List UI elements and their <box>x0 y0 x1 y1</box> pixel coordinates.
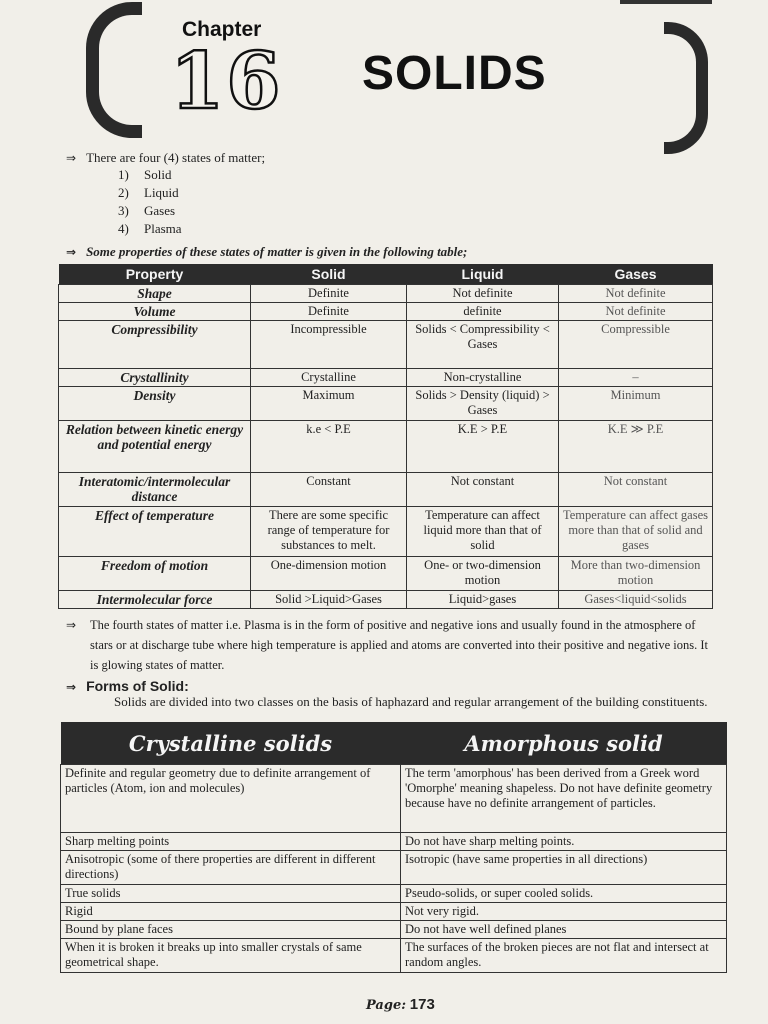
chapter-number: 16 <box>170 36 283 127</box>
column-header: Solid <box>251 264 407 285</box>
properties-table <box>58 264 713 609</box>
intro-line <box>66 150 265 166</box>
states-list <box>118 166 182 238</box>
table-row: Relation between kinetic energy and potential energy k.e < P.E K.E > P.E K.E ≫ P.E <box>59 421 713 473</box>
list-item: 3) Gases <box>118 203 176 218</box>
arrow-icon: ⇒ <box>66 245 77 259</box>
column-header: Crystalline solids <box>61 722 401 765</box>
list-item: 2) Liquid <box>118 185 179 200</box>
plasma-text: The fourth states of matter i.e. Plasma is in the form of positive and negative ions and usually found in the atmosphere of stars or at discharge tube where high temperature is applied and atoms are converted into their positive and negative ions. It is glowing states of matter. <box>90 618 708 672</box>
table-header-row <box>59 264 713 285</box>
right-bracket-decoration <box>664 22 708 154</box>
table-row: Interatomic/intermolecular distance Constant Not constant Not constant <box>59 473 713 507</box>
plasma-paragraph <box>66 615 712 675</box>
forms-text: Solids are divided into two classes on the basis of haphazard and regular arrangement of the building constituents. <box>114 694 708 709</box>
table-header-row <box>61 722 727 765</box>
page-number: Page: 173 <box>366 996 435 1013</box>
left-bracket-decoration <box>86 2 142 138</box>
table-row: When it is broken it breaks up into smaller crystals of same geometrical shape. The surfaces of the broken pieces are not flat and intersect at random angles. <box>61 939 727 973</box>
properties-intro: ⇒ Some properties of these states of matter is given in the following table; <box>66 244 468 259</box>
table-row: Crystallinity Crystalline Non-crystalline – <box>59 369 713 387</box>
table-row: Volume Definite definite Not definite <box>59 303 713 321</box>
arrow-icon: ⇒ <box>66 680 77 694</box>
table-row: Freedom of motion One-dimension motion One- or two-dimension motion More than two-dimension motion <box>59 557 713 591</box>
chapter-title: SOLIDS <box>362 47 547 100</box>
chapter-label: Chapter <box>182 18 262 41</box>
table-row: Density Maximum Solids > Density (liquid) > Gases Minimum <box>59 387 713 421</box>
table-row: Effect of temperature There are some specific range of temperature for substances to melt. Temperature can affect liquid more than that of solid Temperature can affect gases more than that of solid and gases <box>59 507 713 557</box>
table-row: True solids Pseudo-solids, or super cooled solids. <box>61 885 727 903</box>
table-row: Definite and regular geometry due to definite arrangement of particles (Atom, ion and molecules) The term 'amorphous' has been derived from a Greek word 'Omorphe' meaning shapeless. Do not have definite geometry because have no definite arrangement of particles. <box>61 765 727 833</box>
table-row: Intermolecular force Solid >Liquid>Gases Liquid>gases Gases<liquid<solids <box>59 591 713 609</box>
crystalline-vs-amorphous-table <box>60 722 727 973</box>
column-header: Gases <box>559 264 713 285</box>
arrow-icon: ⇒ <box>66 151 77 165</box>
table-row: Bound by plane faces Do not have well defined planes <box>61 921 727 939</box>
table-row: Compressibility Incompressible Solids < Compressibility < Gases Compressible <box>59 321 713 369</box>
table-row: Sharp melting points Do not have sharp melting points. <box>61 833 727 851</box>
forms-heading: ⇒ Forms of Solid: <box>66 678 189 694</box>
list-item: 1) Solid <box>118 167 172 182</box>
column-header: Amorphous solid <box>401 722 727 765</box>
arrow-icon: ⇒ <box>66 618 77 632</box>
column-header: Liquid <box>407 264 559 285</box>
table-row: Shape Definite Not definite Not definite <box>59 285 713 303</box>
table-row: Anisotropic (some of there properties are different in different directions) Isotropic (have same properties in all directions) <box>61 851 727 885</box>
top-rule <box>620 0 712 4</box>
table-row: Rigid Not very rigid. <box>61 903 727 921</box>
column-header: Property <box>59 264 251 285</box>
intro-text: There are four (4) states of matter; <box>86 150 266 165</box>
list-item: 4) Plasma <box>118 221 182 236</box>
